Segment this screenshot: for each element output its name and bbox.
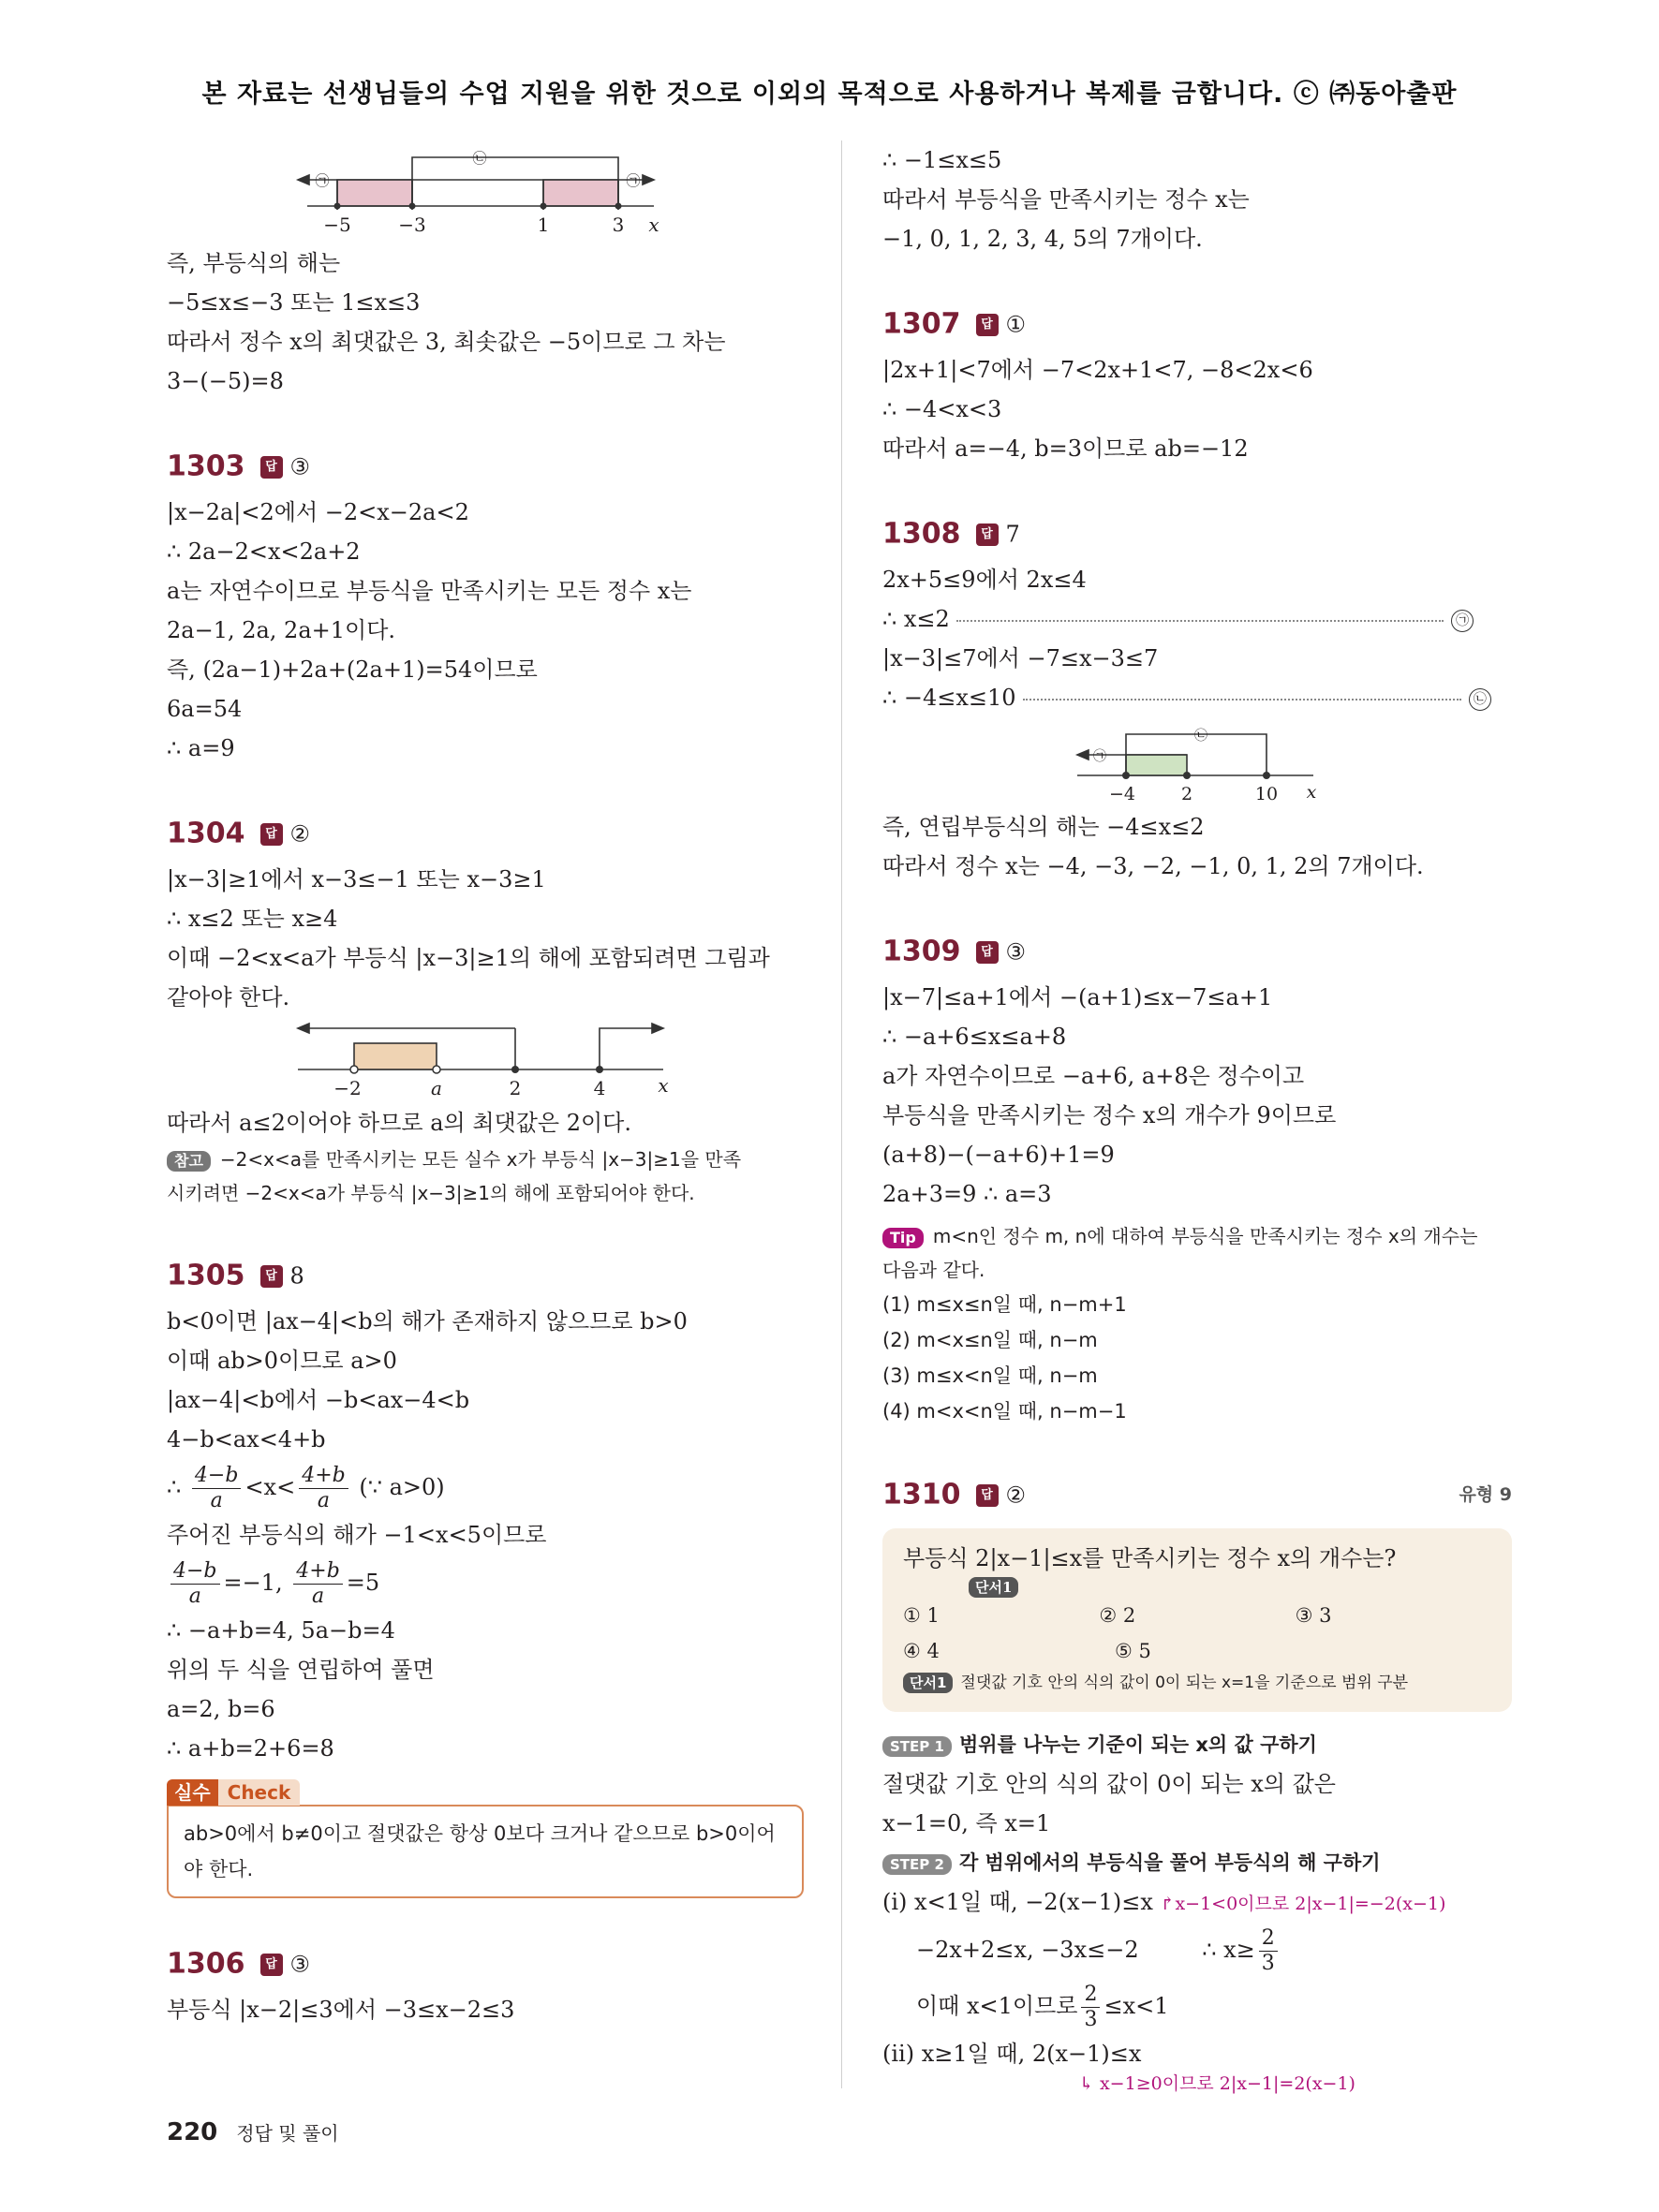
therefore-sign: ∴ [167, 1474, 182, 1500]
tick-label: 1 [537, 214, 550, 236]
step-title: 각 범위에서의 부등식을 풀어 부등식의 해 구하기 [958, 1851, 1381, 1874]
text-line: 부등식 |x−2|≤3에서 −3≤x−2≤3 [167, 1997, 515, 2023]
text-line: 위의 두 식을 연립하여 풀면 [167, 1657, 435, 1683]
text-line: 이때 ab>0이므로 a>0 [167, 1348, 397, 1374]
text-line: 부등식을 만족시키는 정수 x의 개수가 9이므로 [882, 1102, 1337, 1128]
answer-value: ③ [289, 1951, 311, 1978]
problem-number: 1310 [882, 1478, 961, 1512]
text-line: 주어진 부등식의 해가 −1<x<5이므로 [167, 1522, 547, 1548]
problem-number: 1306 [167, 1947, 245, 1981]
text-line: ∴ 2a−2<x<2a+2 [167, 538, 361, 565]
answer-value: 7 [1005, 521, 1020, 548]
text-line: |2x+1|<7에서 −7<2x+1<7, −8<2x<6 [882, 357, 1313, 383]
text-line: 2x+5≤9에서 2x≤4 [882, 567, 1087, 593]
dotted-leader [956, 620, 1444, 622]
tick-label: 2 [509, 1077, 522, 1099]
text-line: ∴ a+b=2+6=8 [167, 1735, 334, 1762]
tip-text: m<n인 정수 m, n에 대하여 부등식을 만족시키는 정수 x의 개수는 [932, 1225, 1478, 1247]
text-line: b<0이면 |ax−4|<b의 해가 존재하지 않으므로 b>0 [167, 1308, 688, 1335]
text-line: 따라서 a=−4, b=3이므로 ab=−12 [882, 435, 1249, 462]
clue-tag: 단서1 [903, 1673, 953, 1693]
tip-note [882, 1219, 1512, 1287]
problem-number: 1308 [882, 517, 961, 551]
note-text: −2<x<a를 만족시키는 모든 실수 x가 부등식 |x−3|≥1을 만족 [219, 1148, 742, 1171]
options-row [903, 1633, 1491, 1669]
tip-item: (2) m<x≤n일 때, n−m [882, 1329, 1098, 1351]
text-line: a는 자연수이므로 부등식을 만족시키는 모든 정수 x는 [167, 578, 692, 604]
fraction: $\frac{2}{3}$ [1259, 1926, 1278, 1976]
text-line: (a+8)−(−a+6)+1=9 [882, 1142, 1115, 1168]
text-line: 즉, (2a−1)+2a+(2a+1)=54이므로 [167, 656, 538, 683]
answer-badge: 답 [260, 456, 283, 479]
answer-badge: 답 [260, 1265, 283, 1288]
text-line: −1, 0, 1, 2, 3, 4, 5의 7개이다. [882, 226, 1203, 252]
problem-number: 1304 [167, 817, 245, 850]
type-tag: 유형 9 [1459, 1484, 1512, 1505]
tip-item: (4) m<x<n일 때, n−m−1 [882, 1400, 1127, 1423]
region-mark: ㉠ [1093, 749, 1106, 764]
question-box [882, 1528, 1512, 1712]
answer-value: ② [289, 820, 311, 848]
text-line: |ax−4|<b에서 −b<ax−4<b [167, 1387, 470, 1413]
equation: −2x+2≤x, −3x≤−2 [916, 1937, 1139, 1963]
text-line-marked [882, 678, 1512, 717]
number-line-figure-1 [167, 140, 804, 243]
answer-badge: 답 [260, 823, 283, 846]
reference-tag: 참고 [167, 1151, 211, 1172]
check-tab: 실수 Check [167, 1777, 300, 1805]
option: ② 2 [1099, 1604, 1136, 1627]
text-line: ∴ −1≤x≤5 [882, 147, 1002, 173]
tip-item: (3) m≤x<n일 때, n−m [882, 1364, 1098, 1387]
tip-tag: Tip [882, 1228, 924, 1248]
answer-value: ① [1005, 311, 1027, 338]
copyright-banner: 본 자료는 선생님들의 수업 지원을 위한 것으로 이외의 목적으로 사용하거나 복제를 금합니다. ⓒ ㈜동아출판 [201, 80, 1458, 109]
answer-badge: 답 [976, 941, 999, 964]
annotation-arrow: ↱ [1160, 1894, 1176, 1914]
problem-1309-header [882, 925, 1512, 978]
circle-mark: ㉠ [1451, 610, 1474, 632]
answer-value: 8 [289, 1262, 304, 1290]
page-footer [167, 2118, 339, 2146]
fraction: $\frac{4-b}{a}$ [192, 1464, 242, 1513]
fraction: $\frac{4+b}{a}$ [299, 1464, 348, 1513]
text-line: |x−3|≤7에서 −7≤x−3≤7 [882, 645, 1159, 671]
problem-number: 1303 [167, 450, 245, 483]
option: ③ 3 [1295, 1604, 1332, 1627]
axis-label: x [1306, 782, 1317, 803]
reference-note [167, 1143, 804, 1210]
text-line: 같아야 한다. [167, 984, 290, 1010]
check-box [167, 1805, 804, 1898]
text-line: 따라서 부등식을 만족시키는 정수 x는 [882, 186, 1250, 213]
text-line: 4−b<ax<4+b [167, 1426, 326, 1453]
fraction-line [167, 1555, 804, 1611]
text-line: 따라서 정수 x의 최댓값은 3, 최솟값은 −5이므로 그 차는 [167, 329, 726, 355]
answer-value: ③ [289, 453, 311, 480]
tick-label: −3 [398, 214, 426, 236]
equation: 이때 x<1이므로 [916, 1993, 1078, 2019]
text-line: a=2, b=6 [167, 1696, 275, 1722]
text-line: ∴ −4<x<3 [882, 396, 1002, 422]
problem-number: 1305 [167, 1259, 245, 1292]
answer-badge: 답 [976, 524, 999, 546]
text-line: 2a+3=9 ∴ a=3 [882, 1181, 1052, 1207]
tick-label: 2 [1180, 784, 1193, 804]
step-title: 범위를 나누는 기준이 되는 x의 값 구하기 [958, 1733, 1317, 1756]
text-line: ∴ −a+b=4, 5a−b=4 [167, 1617, 395, 1644]
text-line: ∴ a=9 [167, 735, 235, 761]
text-line: x−1=0, 즉 x=1 [882, 1810, 1051, 1836]
mistake-check [167, 1777, 804, 1898]
problem-1303-header [167, 440, 804, 493]
problem-1310-header [882, 1468, 1512, 1521]
text-line: 3−(−5)=8 [167, 368, 284, 394]
axis-label: x [658, 1074, 669, 1097]
inequality-text: ∴ −4≤x≤10 [882, 685, 1016, 711]
right-column [882, 140, 1512, 2094]
step-1-header [882, 1725, 1512, 1764]
tip-item: (1) m≤x≤n일 때, n−m+1 [882, 1293, 1127, 1316]
option: ⑤ 5 [1115, 1640, 1151, 1662]
text-line: 즉, 연립부등식의 해는 −4≤x≤2 [882, 814, 1205, 840]
fraction: $\frac{4+b}{a}$ [293, 1559, 343, 1609]
equation: =−1, [223, 1570, 283, 1596]
clue-tag: 단서1 [969, 1577, 1018, 1598]
fraction: $\frac{4-b}{a}$ [170, 1559, 220, 1609]
region-mark: ㉡ [472, 150, 487, 167]
fraction-line [882, 1922, 1512, 1978]
annotation-arrow: ↳ [1079, 2073, 1094, 2094]
hint-text: 절댓값 기호 안의 식의 값이 0이 되는 x=1을 기준으로 범위 구분 [960, 1674, 1409, 1692]
answer-value: ② [1005, 1482, 1027, 1509]
question-text: 부등식 2|x−1|≤x를 만족시키는 정수 x의 개수는? [903, 1545, 1397, 1571]
check-text: 야 한다. [184, 1858, 254, 1880]
option: ① 1 [903, 1604, 940, 1627]
dotted-leader [1023, 699, 1461, 700]
text-line: −5≤x≤−3 또는 1≤x≤3 [167, 289, 421, 316]
tick-label: −5 [323, 214, 351, 236]
text-line: ∴ −a+6≤x≤a+8 [882, 1024, 1067, 1050]
page-number: 220 [167, 2118, 218, 2146]
number-line-figure-2 [167, 1017, 804, 1103]
inequality-text: ∴ x≤2 [882, 606, 950, 632]
number-line-figure-3 [882, 717, 1512, 807]
text-line: 따라서 정수 x는 −4, −3, −2, −1, 0, 1, 2의 7개이다. [882, 853, 1424, 879]
text-line: 즉, 부등식의 해는 [167, 250, 341, 276]
left-column [167, 140, 804, 2029]
options-row [903, 1598, 1491, 1633]
text-line: |x−7|≤a+1에서 −(a+1)≤x−7≤a+1 [882, 984, 1273, 1010]
tick-label: 4 [593, 1077, 606, 1099]
circle-mark: ㉡ [1469, 688, 1491, 711]
problem-1306-header [167, 1938, 804, 1990]
option: ④ 4 [903, 1640, 940, 1662]
problem-1305-header [167, 1249, 804, 1302]
answer-badge: 답 [260, 1954, 283, 1976]
problem-1307-header [882, 298, 1512, 350]
text-line: 6a=54 [167, 696, 243, 722]
axis-label: x [648, 214, 659, 236]
text-line-marked [882, 599, 1512, 639]
tip-text: 다음과 같다. [882, 1259, 985, 1281]
equation: ∴ x≥ [1202, 1937, 1255, 1963]
annotation: x−1≥0이므로 2|x−1|=2(x−1) [1099, 2073, 1355, 2094]
text-line: |x−2a|<2에서 −2<x−2a<2 [167, 499, 469, 525]
text-line: |x−3|≥1에서 x−3≤−1 또는 x−3≥1 [167, 866, 546, 892]
tick-label: −4 [1108, 784, 1136, 804]
answer-value: ③ [1005, 938, 1027, 966]
tick-label: −2 [333, 1077, 362, 1099]
answer-badge: 답 [976, 314, 999, 336]
fraction: $\frac{2}{3}$ [1081, 1983, 1100, 2032]
problem-1308-header [882, 508, 1512, 560]
step-tag: STEP 1 [882, 1736, 952, 1757]
tick-label: 3 [612, 214, 625, 236]
text-line: 이때 −2<x<a가 부등식 |x−3|≥1의 해에 포함되려면 그림과 [167, 945, 770, 971]
condition: (∵ a>0) [359, 1474, 445, 1500]
text-line: ∴ x≤2 또는 x≥4 [167, 906, 338, 932]
fraction-line [167, 1459, 804, 1515]
region-mark: ㉠ [626, 172, 641, 189]
case-line: (ⅱ) x≥1일 때, 2(x−1)≤x [882, 2041, 1142, 2067]
step-tag: STEP 2 [882, 1854, 952, 1875]
hint-line [903, 1669, 1491, 1697]
problem-number: 1309 [882, 935, 961, 968]
annotation-line [882, 2073, 1512, 2094]
region-mark: ㉡ [1194, 729, 1207, 744]
column-divider [841, 140, 842, 2088]
note-text: 시키려면 −2<x<a가 부등식 |x−3|≥1의 해에 포함되어야 한다. [167, 1182, 695, 1204]
text-line: a가 자연수이므로 −a+6, a+8은 정수이고 [882, 1063, 1305, 1089]
case-line [882, 1882, 1512, 1922]
equation: =5 [346, 1570, 380, 1596]
text-line: 절댓값 기호 안의 식의 값이 0이 되는 x의 값은 [882, 1771, 1336, 1797]
problem-number: 1307 [882, 307, 961, 341]
annotation: x−1<0이므로 2|x−1|=−2(x−1) [1175, 1894, 1446, 1914]
answer-badge: 답 [976, 1484, 999, 1507]
region-mark: ㉠ [315, 172, 330, 189]
footer-title: 정답 및 풀이 [236, 2122, 339, 2145]
equation: ≤x<1 [1104, 1993, 1169, 2019]
tick-label: a [431, 1077, 442, 1099]
step-2-header [882, 1843, 1512, 1882]
case-text: (ⅰ) x<1일 때, −2(x−1)≤x [882, 1889, 1153, 1915]
problem-1304-header [167, 807, 804, 860]
tick-label: 10 [1254, 784, 1279, 804]
inequality: <x< [244, 1474, 296, 1500]
text-line: 2a−1, 2a, 2a+1이다. [167, 617, 396, 643]
fraction-line [882, 1978, 1512, 2034]
text-line: 따라서 a≤2이어야 하므로 a의 최댓값은 2이다. [167, 1110, 631, 1136]
check-text: ab>0에서 b≠0이고 절댓값은 항상 0보다 크거나 같으므로 b>0이어 [184, 1822, 776, 1845]
